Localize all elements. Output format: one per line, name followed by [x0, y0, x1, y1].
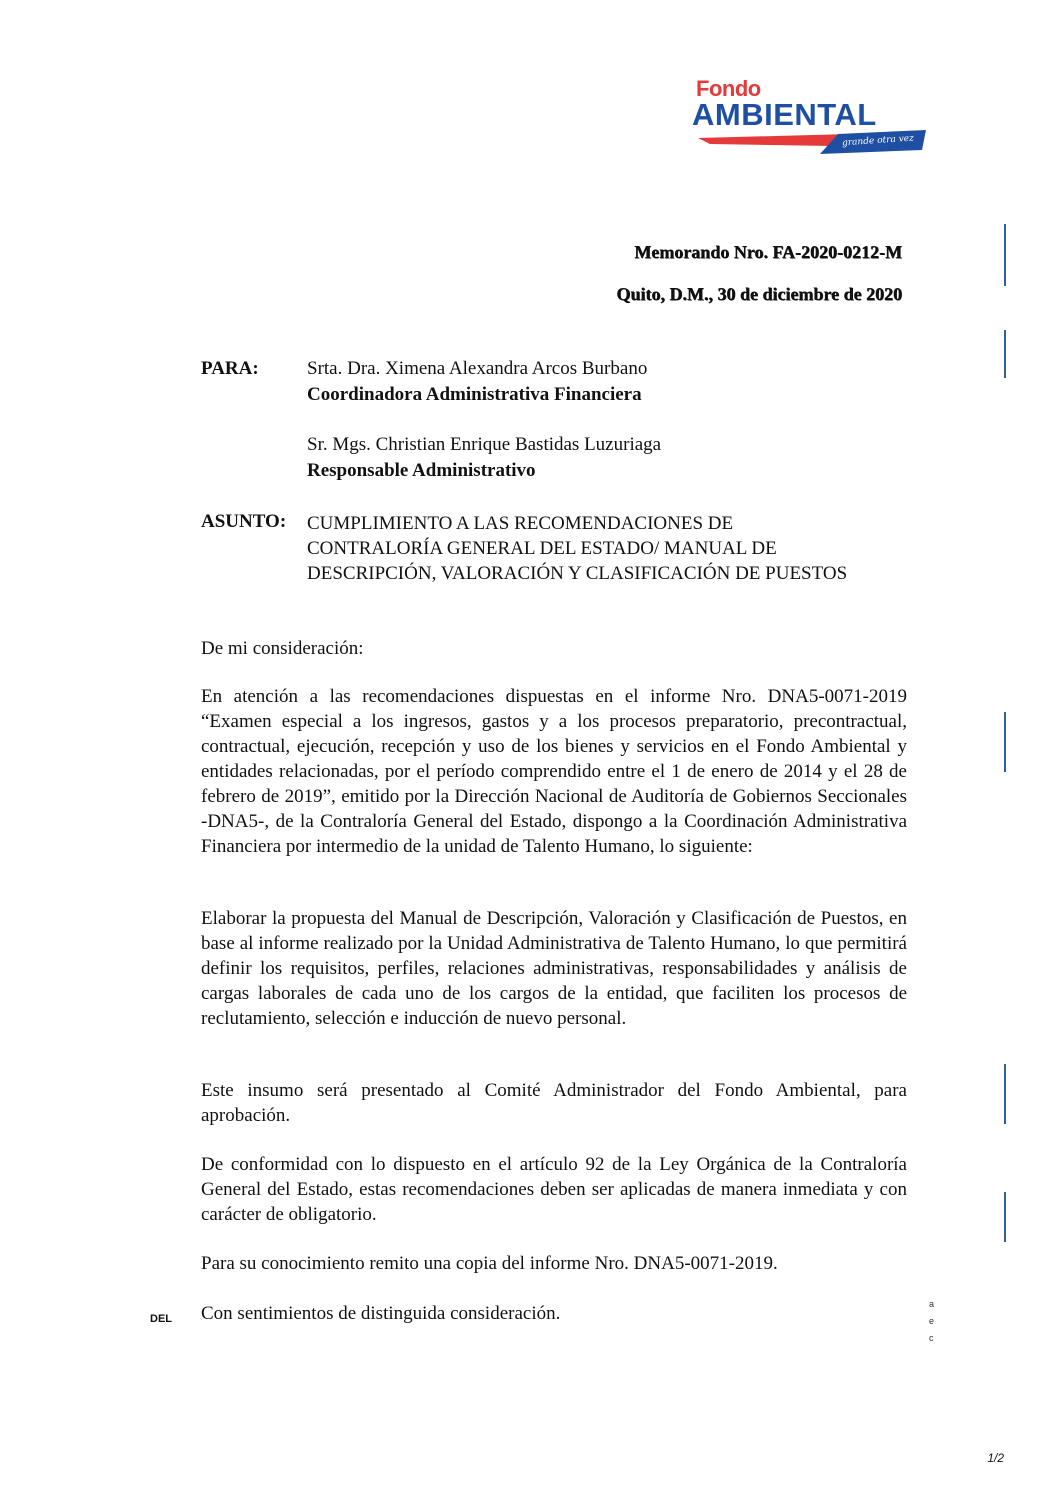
asunto-line: CONTRALORÍA GENERAL DEL ESTADO/ MANUAL DE [307, 538, 777, 559]
edge-line [1004, 1064, 1006, 1124]
fondo-ambiental-logo [690, 78, 930, 158]
right-mark: a [929, 1299, 935, 1309]
greeting: De mi consideración: [201, 638, 364, 659]
recipient-2 [307, 432, 661, 484]
asunto-label: ASUNTO: [201, 511, 287, 532]
recipient-2-title: Responsable Administrativo [307, 460, 536, 481]
asunto-line: DESCRIPCIÓN, VALORACIÓN Y CLASIFICACIÓN DE PUESTOS [307, 563, 848, 584]
recipient-1-title: Coordinadora Administrativa Financiera [307, 384, 642, 405]
para-label: PARA: [201, 358, 259, 379]
body-paragraph: En atención a las recomendaciones dispuestas en el informe Nro. DNA5-0071-2019 “Examen especial a los ingresos, gastos y a los procesos preparatorio, precontractual, contractual, ejecución, recepción y uso de los bienes y servicios en el Fondo Ambiental y entidades relacionadas, por el período comprendido entre el 1 de enero de 2014 y el 28 de febrero de 2019”, emitido por la Dirección Nacional de Auditoría de Gobiernos Seccionales -DNA5-, de la Contraloría General del Estado, dispongo a la Coordinación Administrativa Financiera por intermedio de la unidad de Talento Humano, lo siguiente: [201, 686, 907, 857]
asunto-text [307, 511, 907, 586]
edge-line [1004, 224, 1006, 286]
body-paragraph: Elaborar la propuesta del Manual de Descripción, Valoración y Clasificación de Puestos, en base al informe realizado por la Unidad Administrativa de Talento Humano, lo que permitirá definir los requisitos, perfiles, relaciones administrativas, responsabilidades y análisis de cargas laborales de cada uno de los cargos de la entidad, que faciliten los procesos de reclutamiento, selección e inducción de nuevo personal. [201, 908, 907, 1029]
right-mark: e [929, 1316, 935, 1326]
edge-line [1004, 1192, 1006, 1242]
memo-place-date: Quito, D.M., 30 de diciembre de 2020 [616, 284, 902, 304]
page-number: 1/2 [987, 1451, 1004, 1465]
logo-word-fondo: Fondo [696, 76, 761, 101]
closing: Con sentimientos de distinguida consideración. [201, 1303, 561, 1324]
logo-tagline: grande otra vez [841, 133, 915, 149]
edge-line [1004, 712, 1006, 772]
recipient-2-name: Sr. Mgs. Christian Enrique Bastidas Luzuriaga [307, 434, 662, 455]
body-paragraph: Para su conocimiento remito una copia del informe Nro. DNA5-0071-2019. [201, 1253, 778, 1274]
edge-line [1004, 330, 1006, 378]
body-paragraph: De conformidad con lo dispuesto en el artículo 92 de la Ley Orgánica de la Contraloría General del Estado, estas recomendaciones deben ser aplicadas de manera inmediata y con carácter de obligatorio. [201, 1154, 907, 1225]
asunto-line: CUMPLIMIENTO A LAS RECOMENDACIONES DE [307, 513, 734, 534]
memo-number: Memorando Nro. FA-2020-0212-M [634, 242, 902, 262]
logo-word-ambiental: AMBIENTAL [692, 97, 877, 132]
recipient-1 [307, 356, 647, 408]
right-mark: c [929, 1333, 934, 1343]
body-paragraph: Este insumo será presentado al Comité Administrador del Fondo Ambiental, para aprobación. [201, 1080, 907, 1126]
side-mark: DEL [150, 1313, 172, 1325]
recipient-1-name: Srta. Dra. Ximena Alexandra Arcos Burbano [307, 358, 648, 379]
right-margin-marks [929, 1296, 934, 1347]
